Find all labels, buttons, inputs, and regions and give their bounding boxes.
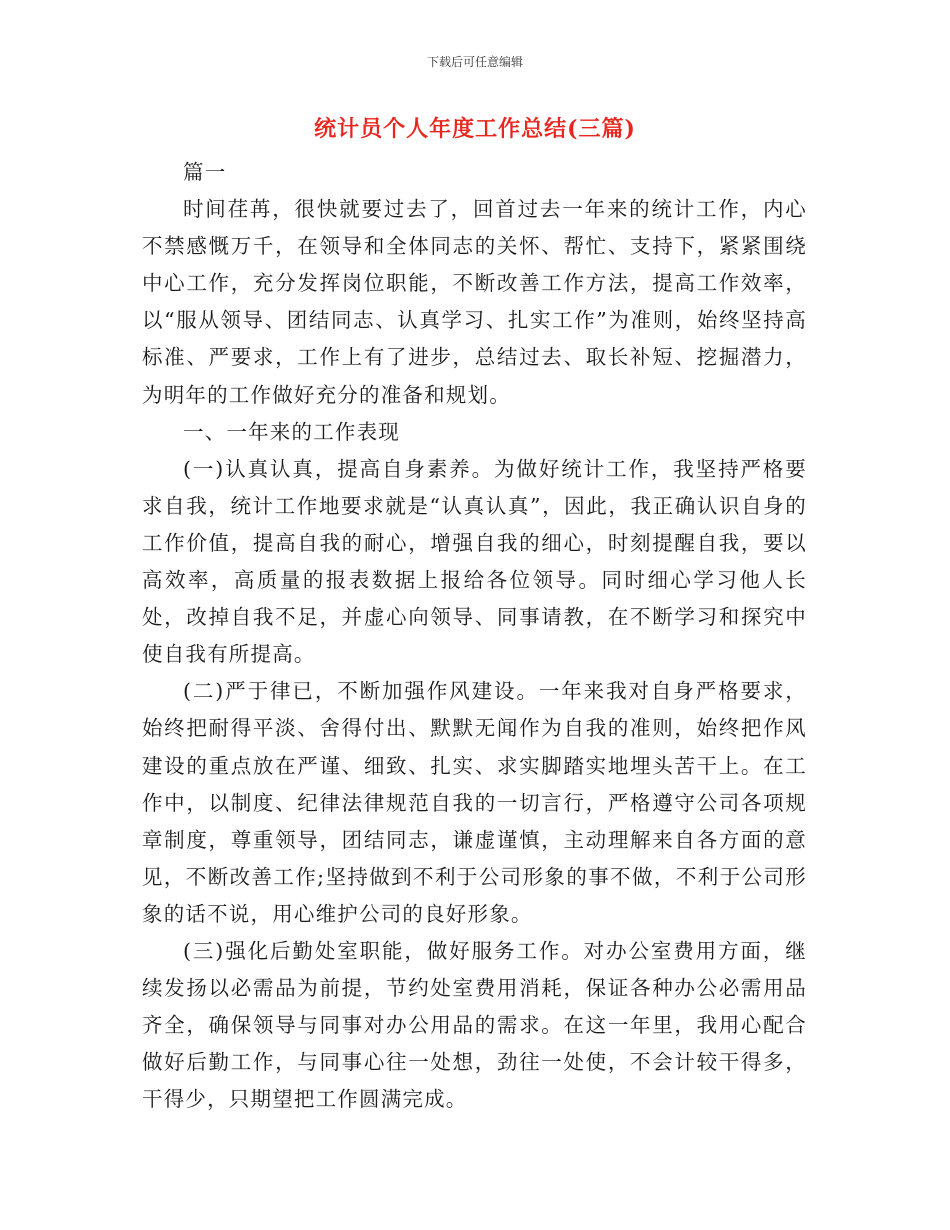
page-header-note: 下载后可任意编辑 — [426, 55, 523, 69]
section-heading: 一、一年来的工作表现 — [183, 419, 400, 444]
document-body — [142, 154, 807, 1118]
section-heading-part-one: 篇一 — [183, 160, 227, 184]
body-paragraph: 时间荏苒，很快就要过去了，回首过去一年来的统计工作，内心不禁感慨万千，在领导和全体同志的关怀、帮忙、支持下，紧紧围绕中心工作，充分发挥岗位职能，不断改善工作方法，提高工作效率，以“服从领导、团结同志、认真学习、扎实工作”为准则，始终坚持高标准、严要求，工作上有了进步，总结过去、取长补短、挖掘潜力，为明年的工作做好充分的准备和规划。 — [142, 197, 807, 407]
document-title: 统计员个人年度工作总结(三篇) — [314, 116, 636, 142]
body-paragraph: (二)严于律已，不断加强作风建设。一年来我对自身严格要求，始终把耐得平淡、舍得付出、默默无闻作为自我的准则，始终把作风建设的重点放在严谨、细致、扎实、求实脚踏实地埋头苦干上。在工作中，以制度、纪律法律规范自我的一切言行，严格遵守公司各项规章制度，尊重领导，团结同志，谦虚谨慎，主动理解来自各方面的意见，不断改善工作;坚持做到不利于公司形象的事不做，不利于公司形象的话不说，用心维护公司的良好形象。 — [142, 679, 807, 926]
body-paragraph: (三)强化后勤处室职能，做好服务工作。对办公室费用方面，继续发扬以必需品为前提，节约处室费用消耗，保证各种办公必需用品齐全，确保领导与同事对办公用品的需求。在这一年里，我用心配合做好后勤工作，与同事心往一处想，劲往一处使，不会计较干得多，干得少，只期望把工作圆满完成。 — [142, 938, 807, 1112]
body-paragraph: (一)认真认真，提高自身素养。为做好统计工作，我坚持严格要求自我，统计工作地要求就是“认真认真”，因此，我正确认识自身的工作价值，提高自我的耐心，增强自我的细心，时刻提醒自我，要以高效率，高质量的报表数据上报给各位领导。同时细心学习他人长处，改掉自我不足，并虚心向领导、同事请教，在不断学习和探究中使自我有所提高。 — [142, 456, 807, 667]
